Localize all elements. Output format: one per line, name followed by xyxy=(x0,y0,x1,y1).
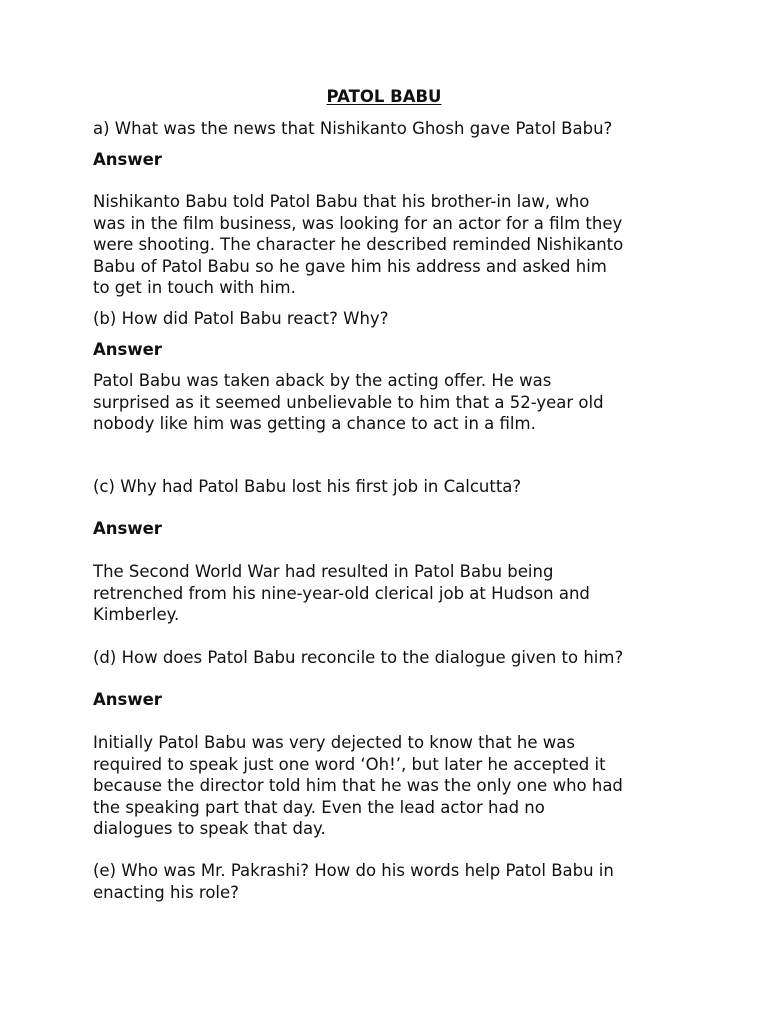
answer-a-line: Nishikanto Babu told Patol Babu that his brother-in law, who xyxy=(93,192,590,211)
answer-a-line: were shooting. The character he described reminded Nishikanto xyxy=(93,235,624,254)
answer-a-line: was in the film business, was looking for an actor for a film they xyxy=(93,213,623,233)
answer-label-b: Answer xyxy=(93,340,162,359)
answer-b-line: Patol Babu was taken aback by the acting offer. He was xyxy=(93,371,552,390)
question-c: (c) Why had Patol Babu lost his first job in Calcutta? xyxy=(93,477,522,496)
answer-b-line: surprised as it seemed unbelievable to him that a 52-year old xyxy=(93,392,604,412)
answer-a-line: Babu of Patol Babu so he gave him his address and asked him xyxy=(93,256,607,276)
answer-b-line: nobody like him was getting a chance to act in a film. xyxy=(93,414,536,433)
answer-b xyxy=(93,370,693,435)
answer-d xyxy=(93,732,693,840)
question-d: (d) How does Patol Babu reconcile to the dialogue given to him? xyxy=(93,648,624,667)
document-title: PATOL BABU xyxy=(326,87,442,106)
question-b: (b) How did Patol Babu react? Why? xyxy=(93,309,389,328)
answer-d-line: Initially Patol Babu was very dejected to know that he was xyxy=(93,733,575,752)
answer-label-d: Answer xyxy=(93,690,162,709)
answer-c-line: retrenched from his nine-year-old clerical job at Hudson and xyxy=(93,583,590,603)
question-e-line: enacting his role? xyxy=(93,882,239,902)
question-e xyxy=(93,860,693,903)
answer-label-a: Answer xyxy=(93,150,162,169)
answer-d-line: the speaking part that day. Even the lead actor had no xyxy=(93,797,545,817)
answer-c-line: The Second World War had resulted in Patol Babu being xyxy=(93,562,554,581)
answer-label-c: Answer xyxy=(93,519,162,538)
answer-d-line: required to speak just one word ‘Oh!’, but later he accepted it xyxy=(93,754,606,774)
answer-c xyxy=(93,561,693,626)
question-e-line: (e) Who was Mr. Pakrashi? How do his words help Patol Babu in xyxy=(93,861,614,880)
answer-a xyxy=(93,191,693,299)
answer-d-line: because the director told him that he was the only one who had xyxy=(93,776,623,795)
question-a: a) What was the news that Nishikanto Ghosh gave Patol Babu? xyxy=(93,119,613,138)
answer-a-line: to get in touch with him. xyxy=(93,278,296,297)
answer-d-line: dialogues to speak that day. xyxy=(93,819,326,838)
answer-c-line: Kimberley. xyxy=(93,605,180,624)
